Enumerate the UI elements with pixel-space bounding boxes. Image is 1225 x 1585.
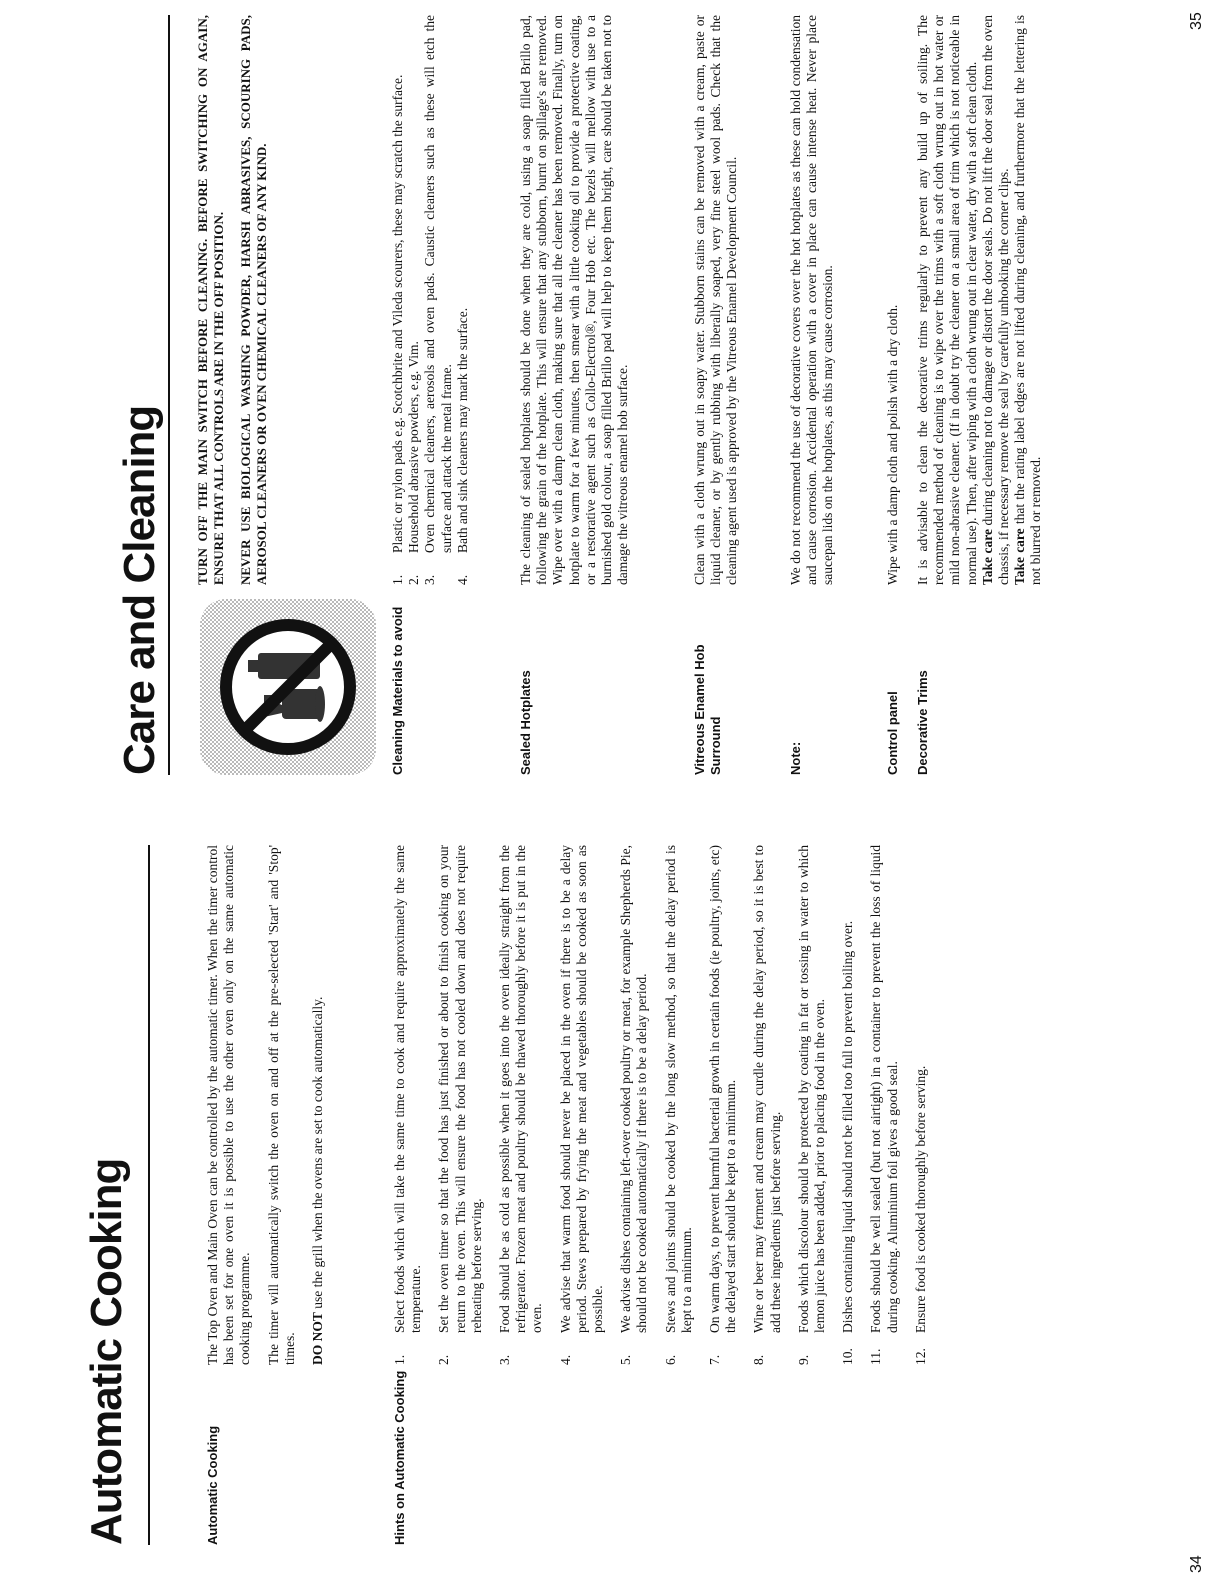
- title-rule: [168, 15, 170, 775]
- section-label: Vitreous Enamel Hob Surround: [692, 644, 723, 775]
- list-item: [796, 845, 828, 1365]
- item-text: Set the oven timer so that the food has just finished or about to finish cooking on your return to the oven. This will ensure the food has not cooled down and does not require reheating before serving.: [436, 845, 484, 1333]
- item-number: 11.: [868, 1348, 884, 1365]
- page-number: 34: [1188, 1555, 1205, 1573]
- item-number: 7.: [707, 1354, 723, 1365]
- control-panel-section: [885, 15, 901, 775]
- list-item: [422, 15, 454, 585]
- item-text: Bath and sink cleaners may mark the surface.: [454, 307, 470, 553]
- take-care-paragraph: [980, 15, 1012, 585]
- no-chemical-cleaners-icon: [200, 599, 376, 775]
- hints-section: [392, 845, 941, 1545]
- section-label: Automatic Cooking: [205, 1425, 220, 1545]
- page-title: Automatic Cooking: [82, 1158, 131, 1545]
- take-care-emphasis: Take care: [1012, 528, 1028, 585]
- item-text: Ensure food is cooked thoroughly before serving.: [912, 1065, 928, 1333]
- avoid-list: [390, 15, 471, 585]
- section-body: We do not recommend the use of decorative covers over the hot hotplates as these can hold condensation and cause corrosion. Accidental operation with a cover in place can cause intense heat. Never place saucepan lids on the hotplates, as this may cause corrosion.: [788, 15, 836, 585]
- item-text: We advise dishes containing left-over cooked poultry or meat, for example Shepherds Pie, should not be cooked automatically if there is to be a delay period.: [618, 845, 650, 1333]
- do-not-text: use the grill when the ovens are set to cook automatically.: [310, 996, 326, 1313]
- section-body: [205, 845, 338, 1365]
- list-item: [390, 15, 406, 585]
- list-item: [618, 845, 650, 1365]
- item-number: 12.: [912, 1348, 928, 1365]
- section-label: Control panel: [885, 691, 900, 775]
- list-item: [751, 845, 783, 1365]
- list-item: [913, 845, 929, 1365]
- page-automatic-cooking: [0, 795, 1225, 1585]
- hints-list: [392, 845, 929, 1365]
- take-care-text: that the rating label edges are not lifted during cleaning, and furthermore that the lettering is not blurred or removed.: [1012, 14, 1044, 585]
- decorative-trims-section: [915, 15, 1045, 775]
- section-body: The cleaning of sealed hotplates should be done when they are cold, using a soap filled Brillo pad, following the grain of the hotplate. This will ensure that any stubborn, burnt on spillage's are removed. Wipe over with a damp clean cloth, making sure that all the cleaner has been removed. Finally, turn on hotplate to warm for a few minutes, then smear with a little cooking oil to provide a protective coating, or a restorative agent such as Collo-Electrol®, Four Hob etc. The bezels will mellow with use to a burnished gold colour, a soap filled Brillo pad will help to keep them bright, care should be taken not to damage the vitreous enamel hob surface.: [518, 15, 631, 585]
- vitreous-enamel-section: [692, 15, 741, 775]
- section-body: Wipe with a damp cloth and polish with a dry cloth.: [885, 304, 900, 585]
- item-text: Food should be as cold as possible when it goes into the oven ideally straight from the refrigerator. Frozen meat and poultry should be thawed thoroughly before it is put in the oven.: [497, 845, 545, 1333]
- item-number: 1.: [390, 574, 405, 585]
- take-care-paragraph: [1012, 15, 1044, 585]
- item-number: 3.: [497, 1354, 513, 1365]
- item-number: 1.: [392, 1354, 407, 1365]
- section-label: Hints on Automatic Cooking: [392, 1370, 407, 1545]
- item-text: Dishes containing liquid should not be filled too full to prevent boiling over.: [840, 920, 856, 1333]
- item-text: Wine or beer may ferment and cream may curdle during the delay period, so it is best to add these ingredients just before serving.: [751, 845, 783, 1333]
- list-item: [840, 845, 856, 1365]
- warning-block: [195, 15, 281, 585]
- list-item: [436, 845, 485, 1365]
- item-number: 10.: [840, 1348, 856, 1365]
- automatic-cooking-section: [205, 845, 338, 1545]
- list-item: [558, 845, 607, 1365]
- sealed-hotplates-section: [518, 15, 631, 775]
- page-number: 35: [1188, 12, 1205, 30]
- item-text: On warm days, to prevent harmful bacterial growth in certain foods (ie poultry, joints, etc) the delayed start should be kept to a minimum.: [707, 845, 739, 1333]
- intro-paragraph: The timer will automatically switch the oven on and off at the pre-selected 'Start' and 'Stop' times.: [265, 845, 297, 1365]
- list-item: [707, 845, 739, 1365]
- item-text: Select foods which will take the same time to cook and require approximately the same temperature.: [392, 845, 424, 1333]
- do-not-grill-note: [310, 845, 326, 1365]
- section-label: Sealed Hotplates: [518, 670, 533, 775]
- item-number: 4.: [454, 574, 470, 585]
- list-item: [497, 845, 546, 1365]
- item-text: Foods which discolour should be protected by coating in fat or tossing in water to which lemon juice has been added, prior to placing food in the oven.: [795, 845, 828, 1333]
- item-text: Plastic or nylon pads e.g. Scotchbrite and Vileda scourers, these may scratch the surface.: [390, 74, 405, 553]
- trims-paragraph: It is advisable to clean the decorative trims regularly to prevent any build up of soiling. The recommended method of cleaning is to wipe over the trims with a soft cloth wrung out in hot water or mild non-abrasive cleaner. (If in doubt try the cleaner on a small area of trim which is not noticeable in normal use). Then, after wiping with a cloth wrung out in clear water, dry with a soft clean cloth.: [915, 15, 979, 585]
- section-label: Cleaning Materials to avoid: [390, 606, 405, 775]
- item-number: 2.: [406, 574, 422, 585]
- item-text: Household abrasive powders, e.g. Vim.: [406, 341, 422, 553]
- item-number: 2.: [436, 1354, 452, 1365]
- item-text: We advise that warm food should never be placed in the oven if there is to be a delay period. Stews prepared by frying the meat and vegetables should be cooked as soon as possible.: [557, 845, 606, 1333]
- list-item: [663, 845, 695, 1365]
- section-body: [390, 15, 471, 585]
- item-number: 3.: [422, 574, 438, 585]
- section-label: Note:: [788, 741, 803, 775]
- intro-paragraph: The Top Oven and Main Oven can be controlled by the automatic timer. When the timer control has been set for one oven it is possible to use the other oven only on the same automatic cooking programme.: [205, 845, 253, 1365]
- section-label: Decorative Trims: [915, 670, 930, 775]
- take-care-emphasis: Take care: [979, 529, 995, 585]
- take-care-text: during cleaning not to damage or distort the door seals. Do not lift the door seal from the oven chassis, if necessary remove the seal by carefully unhooking the corner clips.: [979, 15, 1012, 585]
- item-number: 4.: [557, 1354, 573, 1365]
- item-number: 8.: [751, 1354, 767, 1365]
- item-number: 5.: [618, 1354, 634, 1365]
- section-body: Clean with a cloth wrung out in soapy water. Stubborn stains can be removed with a cream, paste or liquid cleaner, or by gently rubbing with liberally soaped, very fine steel wool pads. Check that the cleaning agent used is approved by the Vitreous Enamel Development Council.: [692, 15, 740, 585]
- warning-text: TURN OFF THE MAIN SWITCH BEFORE CLEANING. BEFORE SWITCHING ON AGAIN, ENSURE THAT ALL CONTROLS ARE IN THE OFF POSITION.: [195, 15, 226, 585]
- section-body: [392, 845, 941, 1365]
- list-item: [406, 15, 422, 585]
- item-number: 6.: [662, 1354, 678, 1365]
- note-section: [788, 15, 837, 775]
- title-rule: [148, 845, 150, 1545]
- cleaning-materials-section: [390, 15, 471, 775]
- warning-text: NEVER USE BIOLOGICAL WASHING POWDER, HARSH ABRASIVES, SCOURING PADS, AEROSOL CLEANERS OR OVEN CHEMICAL CLEANERS OF ANY KIND.: [238, 15, 269, 585]
- item-number: 9.: [795, 1354, 811, 1365]
- item-text: Foods should be well sealed (but not airtight) in a container to prevent the loss of liquid during cooking. Aluminium foil gives a good seal.: [868, 845, 900, 1333]
- page-title: Care and Cleaning: [115, 405, 164, 775]
- item-text: Stews and joints should be cooked by the long slow method, so that the delay period is kept to a minimum.: [662, 845, 694, 1333]
- item-text: Oven chemical cleaners, aerosols and oven pads. Caustic cleaners such as these will etch the surface and attack the metal frame.: [422, 15, 454, 553]
- section-body: [915, 15, 1045, 585]
- list-item: [455, 15, 471, 585]
- do-not-emphasis: DO NOT: [310, 1312, 326, 1365]
- list-item: [868, 845, 900, 1365]
- list-item: [392, 845, 424, 1365]
